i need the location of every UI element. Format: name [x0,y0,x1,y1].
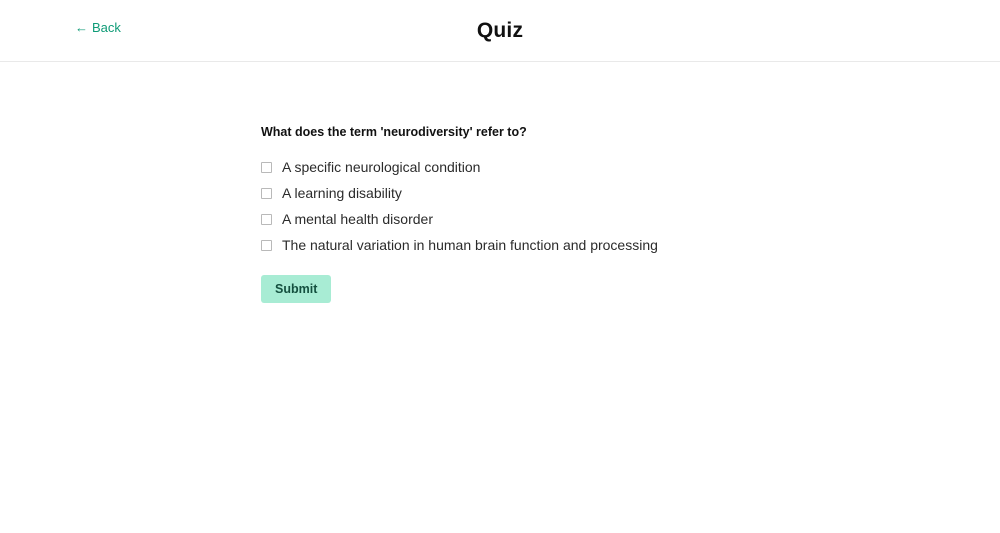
quiz-question-block [261,124,881,303]
question-text: What does the term 'neurodiversity' refer to? [261,125,527,139]
answer-option-label: The natural variation in human brain function and processing [282,237,658,253]
answer-options-list [261,154,881,258]
answer-option-1[interactable] [261,154,881,180]
page-title: Quiz [476,19,524,42]
answer-option-label: A learning disability [282,185,402,201]
main-content [0,62,1000,533]
page-header [0,0,1000,62]
answer-option-2[interactable] [261,180,881,206]
answer-option-3[interactable] [261,206,881,232]
submit-button[interactable]: Submit [261,275,331,303]
checkbox-icon[interactable] [261,188,272,199]
answer-option-label: A mental health disorder [282,211,433,227]
back-button-label: Back [92,20,121,35]
checkbox-icon[interactable] [261,162,272,173]
answer-option-label: A specific neurological condition [282,159,481,175]
checkbox-icon[interactable] [261,240,272,251]
checkbox-icon[interactable] [261,214,272,225]
answer-option-4[interactable] [261,232,881,258]
arrow-left-icon: ← [75,20,88,35]
